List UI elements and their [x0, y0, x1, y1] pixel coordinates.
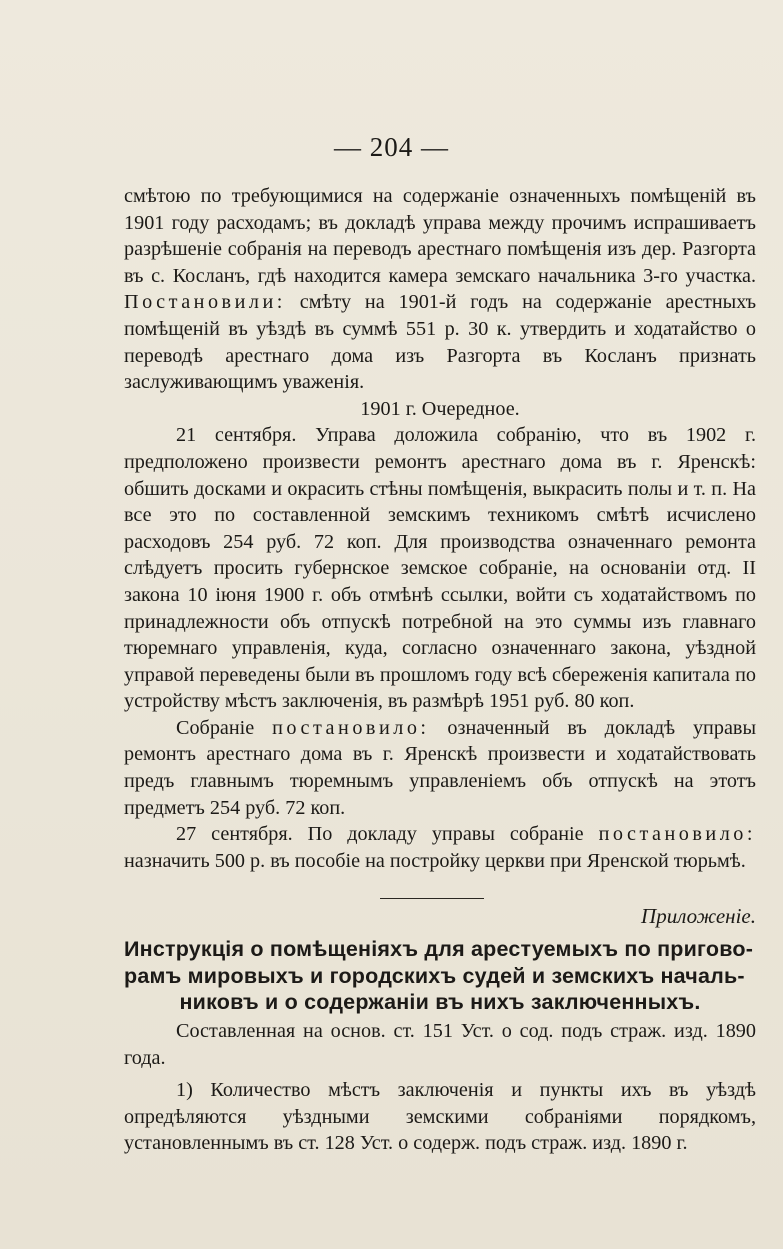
appendix-paragraph-1: Составленная на основ. ст. 151 Уст. о сод. подъ страж. изд. 1890 года.	[124, 1020, 756, 1069]
paragraph-3	[124, 715, 756, 821]
heading-line: рамъ мировыхъ и городскихъ судей и земскихъ началь-	[124, 963, 745, 988]
appendix-paragraph-2: 1) Количество мѣстъ заключенія и пункты ихъ въ уѣздѣ опредѣляются уѣздными земскими собраніями порядкомъ, установленнымъ въ ст. 128 Уст. о содерж. подъ страж. изд. 1890 г.	[124, 1079, 756, 1155]
paragraph-1-end: смѣту на 1901-й годъ на содержаніе арестныхъ помѣщеній въ уѣздѣ въ суммѣ 551 р. 30 к. утвердить и ходатайство о переводѣ арестнаго дома изъ Разгорта въ Косланъ признать заслуживающимъ уваженія.	[124, 291, 757, 394]
paragraph-4	[124, 821, 756, 874]
paragraph-3-start: Собраніе	[176, 716, 255, 739]
heading-line: Инструкція о помѣщеніяхъ для арестуемыхъ по пригово-	[124, 937, 754, 961]
paragraph-1	[124, 183, 756, 396]
page-number: — 204 —	[334, 132, 449, 162]
resolution-keyword: Постановили:	[124, 291, 286, 314]
paragraph-4-end: назначить 500 р. въ пособіе на постройку церкви при Яренской тюрьмѣ.	[124, 849, 746, 872]
paragraph-2: 21 сентября. Управа доложила собранію, что въ 1902 г. предположено произвести ремонтъ арестнаго дома въ г. Яренскѣ: обшить досками и окрасить стѣны помѣщенія, выкрасить полы и т. п. На все это по составленной земскимъ техникомъ смѣтѣ исчислено расходовъ 254 руб. 72 коп. Для производства означеннаго ремонта слѣдуетъ просить губернское земское собраніе, на основаніи отд. II закона 10 іюня 1900 г. объ отмѣнѣ ссылки, войти съ ходатайствомъ по принадлежности объ отпускѣ потребной на это суммы изъ главнаго тюремнаго управленія, куда, согласно означеннаго закона, уѣздной управой переведены были въ прошломъ году всѣ сбереженія капитала по устройству мѣстъ заключенія, въ размѣрѣ 1951 руб. 80 коп.	[124, 424, 756, 713]
paragraph-1-start: смѣтою по требующимися на содержаніе означенныхъ помѣщеній въ 1901 году расходамъ; въ докладѣ управа между прочимъ испрашиваетъ разрѣшеніе собранія на переводъ арестнаго помѣщенія изъ дер. Разгорта въ с. Косланъ, гдѣ находится камера земскаго начальника 3-го участка.	[124, 185, 756, 287]
section-divider	[380, 898, 484, 899]
heading-line: никовъ и о содержаніи въ нихъ заключенныхъ.	[179, 990, 701, 1014]
resolution-keyword: постановило:	[598, 823, 756, 846]
session-line: 1901 г. Очередное.	[360, 397, 520, 420]
appendix-text	[124, 1018, 756, 1157]
main-text	[124, 183, 756, 874]
paragraph-3-end: означенный въ докладѣ управы ремонтъ арестнаго дома въ г. Яренскѣ произвести и ходатайствовать предъ главнымъ тюремнымъ управленіемъ объ отпускѣ на этотъ предметъ 254 руб. 72 коп.	[124, 716, 757, 819]
paragraph-4-start: 27 сентября. По докладу управы собраніе	[176, 823, 584, 846]
appendix-label: Приложеніе.	[641, 904, 756, 928]
resolution-keyword: постановило:	[272, 716, 430, 739]
appendix-heading	[124, 936, 756, 1016]
